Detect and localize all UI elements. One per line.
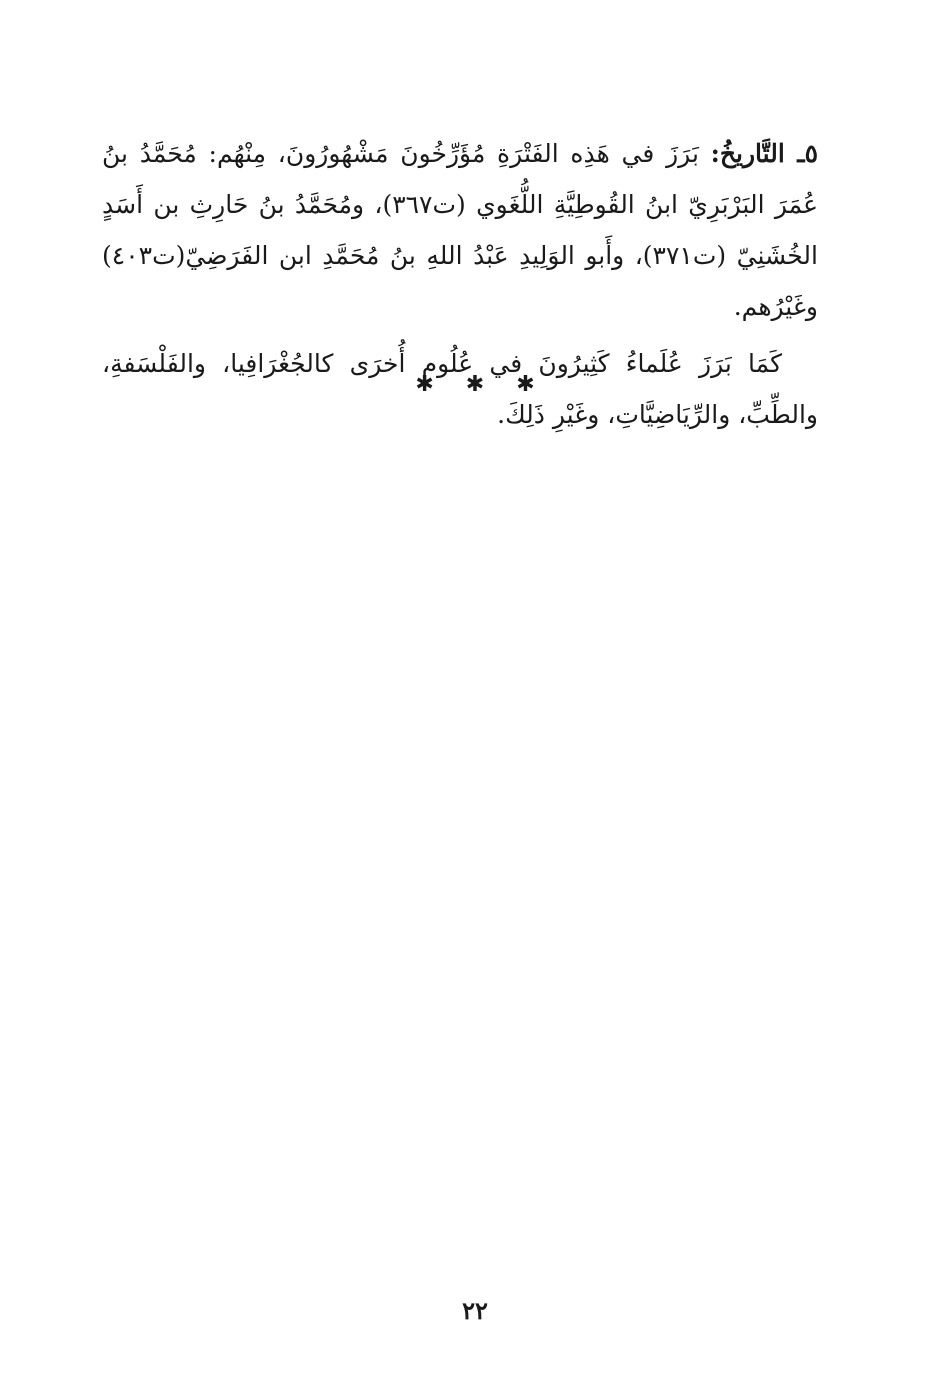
page-number: ٢٢ [462, 1296, 488, 1325]
section-separator [0, 372, 950, 397]
asterisk-icon: ✱ [465, 372, 485, 397]
asterisk-icon: ✱ [516, 372, 535, 397]
paragraph-other-sciences-body: كَمَا بَرَزَ عُلَماءُ كَثِيرُونَ في عُلُومٍ أُخرَى كالجُغْرَافِيا، والفَلْسَفةِ، والطِّبِّ، والرِّيَاضِيَّاتِ، وغَيْرِ ذَلِكَ. [102, 349, 818, 429]
paragraph-history [102, 128, 818, 332]
paragraph-history-body: بَرَزَ في هَذِه الفَتْرَةِ مُؤَرِّخُونَ مَشْهُورُونَ، مِنْهُم: مُحَمَّدُ بنُ عُمَرَ البَرْبَرِيّ ابنُ القُوطِيَّةِ اللُّغَوي (ت٣٦٧)، ومُحَمَّدُ بنُ حَارِثِ بن أَسَدٍ الخُشَنِيّ (ت٣٧١)، وأَبو الوَلِيدِ عَبْدُ اللهِ بنُ مُحَمَّدِ ابن الفَرَضِيّ(ت٤٠٣) وغَيْرُهم. [102, 139, 818, 321]
section-term-history: ٥ـ التَّاريخُ: [710, 139, 819, 168]
asterisk-icon: ✱ [415, 372, 434, 397]
